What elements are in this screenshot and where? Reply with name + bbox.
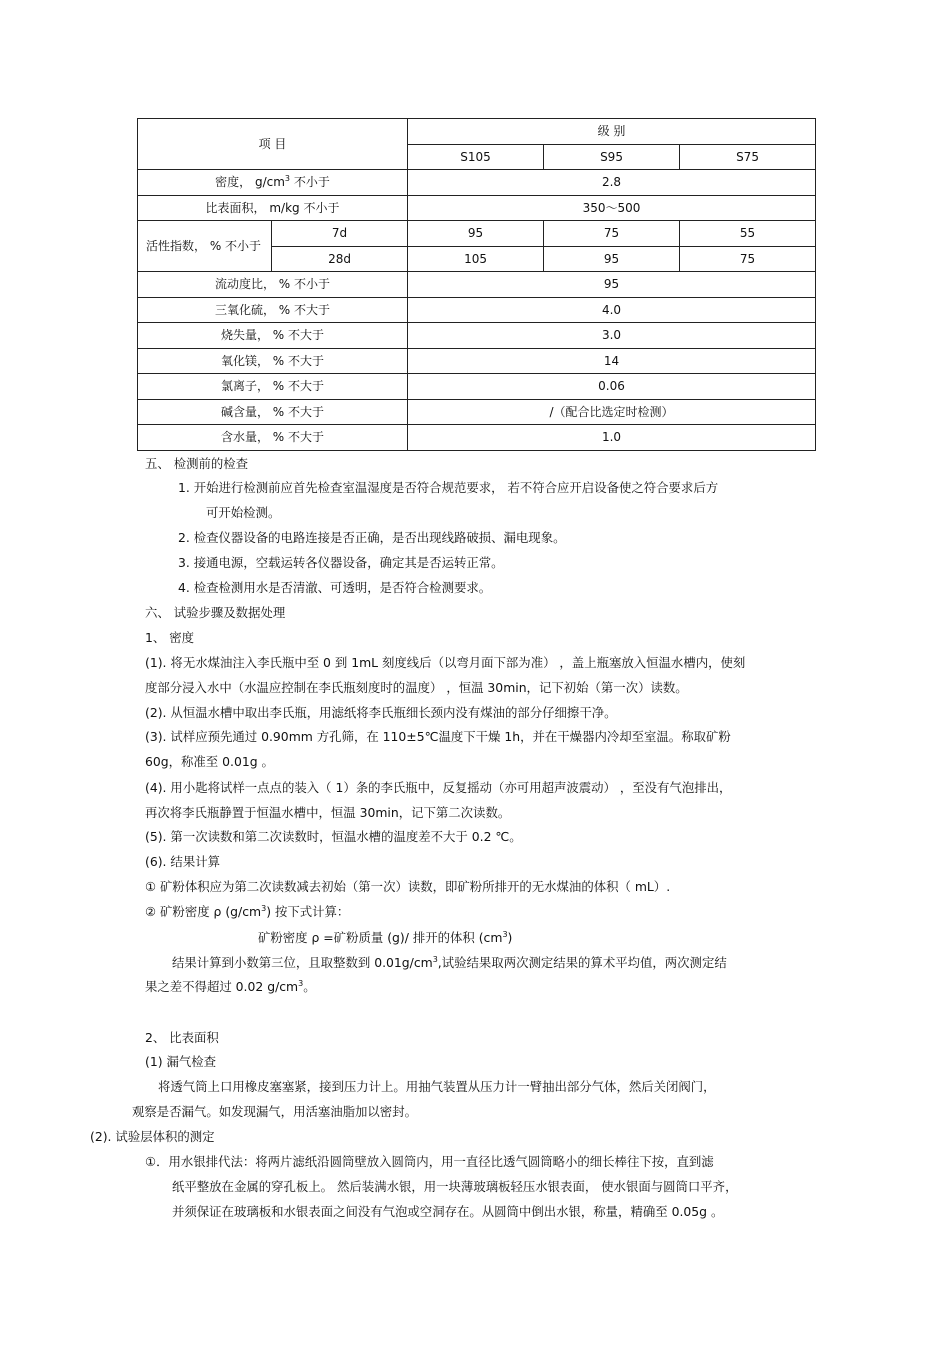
check-item-3: 3. 接通电源，空载运转各仪器设备，确定其是否运转正常。 <box>178 555 504 570</box>
activity-28d-s95: 95 <box>544 246 680 272</box>
activity-7d-s75: 55 <box>680 221 816 247</box>
density-value: 2.8 <box>408 170 816 196</box>
so3-label: 三氧化硫， % 不大于 <box>138 297 408 323</box>
loss-on-ignition-value: 3.0 <box>408 323 816 349</box>
calc-item-1: ① 矿粉体积应为第二次读数减去初始（第一次）读数，即矿粉所排开的无水煤油的体积（ mL）. <box>145 879 671 894</box>
leak-check-title: (1) 漏气检查 <box>145 1054 217 1069</box>
activity-7d-s95: 75 <box>544 221 680 247</box>
activity-index-label: 活性指数， % 不小于 <box>138 221 272 272</box>
activity-28d-s105: 105 <box>408 246 544 272</box>
loss-on-ignition-label: 烧失量， % 不大于 <box>138 323 408 349</box>
flow-ratio-value: 95 <box>408 272 816 298</box>
result-rule-line-1: 结果计算到小数第三位，且取整数到 $0.01g/cm^3$,试验结果取两次测定结果的算术平均值，两次测定结 <box>172 954 727 970</box>
section-6-title: 六、 试验步骤及数据处理 <box>145 605 286 620</box>
activity-28d-s75: 75 <box>680 246 816 272</box>
mercury-method-line-2: 纸平整放在金属的穿孔板上。 然后装满水银，用一块薄玻璃板轻压水银表面， 使水银面与圆筒口平齐， <box>172 1179 738 1194</box>
header-grade-cell: 级 别 <box>408 119 816 145</box>
mgo-value: 14 <box>408 348 816 374</box>
density-label: 密度， $g/cm^3$ 不小于 <box>138 170 408 196</box>
step-1-line-2: 度部分浸入水中（水温应控制在李氏瓶刻度时的温度） ，恒温 30min，记下初始（第一次）读数。 <box>145 680 688 695</box>
specific-surface-value: 350～500 <box>408 195 816 221</box>
chloride-value: 0.06 <box>408 374 816 400</box>
chloride-label: 氯离子， % 不大于 <box>138 374 408 400</box>
check-item-4: 4. 检查检测用水是否清澈、可透明，是否符合检测要求。 <box>178 580 492 595</box>
mercury-method-line-3: 并须保证在玻璃板和水银表面之间没有气泡或空洞存在。从圆筒中倒出水银，称量，精确至 0.05g 。 <box>172 1204 724 1219</box>
step-6: (6). 结果计算 <box>145 854 220 869</box>
calc-item-2: ② 矿粉密度 ρ $(g/cm^3)$ 按下式计算： <box>145 903 350 919</box>
water-content-label: 含水量， % 不大于 <box>138 425 408 451</box>
step-5: (5). 第一次读数和第二次读数时，恒温水槽的温度差不大于 0.2 ℃。 <box>145 829 522 844</box>
step-3-line-2: 60g，称准至 0.01g 。 <box>145 754 274 769</box>
activity-7d-s105: 95 <box>408 221 544 247</box>
leak-check-line-1: 将透气筒上口用橡皮塞塞紧，接到压力计上。用抽气装置从压力计一臂抽出部分气体，然后关闭阀门， <box>158 1079 716 1094</box>
alkali-label: 碱含量， % 不大于 <box>138 399 408 425</box>
grade-s95: S95 <box>544 144 680 170</box>
density-subtitle: 1、 密度 <box>145 630 194 645</box>
check-item-1-line-1: 1. 开始进行检测前应首先检查室温湿度是否符合规范要求， 若不符合应开启设备使之符合要求后方 <box>178 480 719 495</box>
step-4-line-1: (4). 用小匙将试样一点点的装入（ 1）条的李氏瓶中，反复摇动（亦可用超声波震动） ，至没有气泡排出， <box>145 780 732 795</box>
step-1-line-1: (1). 将无水煤油注入李氏瓶中至 0 到 1mL 刻度线后（以弯月面下部为准） ，盖上瓶塞放入恒温水槽内，使刻 <box>145 655 746 670</box>
flow-ratio-label: 流动度比， % 不小于 <box>138 272 408 298</box>
leak-check-line-2: 观察是否漏气。如发现漏气，用活塞油脂加以密封。 <box>132 1104 417 1119</box>
step-3-line-1: (3). 试样应预先通过 0.90mm 方孔筛，在 110±5℃温度下干燥 1h，并在干燥器内冷却至室温。称取矿粉 <box>145 729 731 744</box>
check-item-2: 2. 检查仪器设备的电路连接是否正确，是否出现线路破损、漏电现象。 <box>178 530 566 545</box>
result-rule-line-2: 果之差不得超过 0.02 $g/cm^3$。 <box>145 978 316 994</box>
slag-powder-spec-table <box>137 118 816 451</box>
specific-surface-subtitle: 2、 比表面积 <box>145 1030 219 1045</box>
section-5-title: 五、 检测前的检查 <box>145 456 249 471</box>
specific-surface-label: 比表面积， m/kg 不小于 <box>138 195 408 221</box>
mgo-label: 氧化镁， % 不大于 <box>138 348 408 374</box>
water-content-value: 1.0 <box>408 425 816 451</box>
check-item-1-line-2: 可开始检测。 <box>206 505 281 520</box>
activity-age-28d: 28d <box>272 246 408 272</box>
step-2: (2). 从恒温水槽中取出李氏瓶，用滤纸将李氏瓶细长颈内没有煤油的部分仔细擦干净。 <box>145 705 617 720</box>
so3-value: 4.0 <box>408 297 816 323</box>
grade-s75: S75 <box>680 144 816 170</box>
step-4-line-2: 再次将李氏瓶静置于恒温水槽中，恒温 30min，记下第二次读数。 <box>145 805 511 820</box>
density-formula: 矿粉密度 ρ =矿粉质量 (g)/ 排开的体积 $(cm^3)$ <box>258 929 513 945</box>
mercury-method-line-1: ①．用水银排代法：将两片滤纸沿圆筒壁放入圆筒内，用一直径比透气圆筒略小的细长棒往下按，直到滤 <box>145 1154 714 1169</box>
activity-age-7d: 7d <box>272 221 408 247</box>
alkali-value: /（配合比选定时检测） <box>408 399 816 425</box>
grade-s105: S105 <box>408 144 544 170</box>
layer-volume-title: (2). 试验层体积的测定 <box>90 1129 215 1144</box>
header-item-cell: 项 目 <box>138 119 408 170</box>
